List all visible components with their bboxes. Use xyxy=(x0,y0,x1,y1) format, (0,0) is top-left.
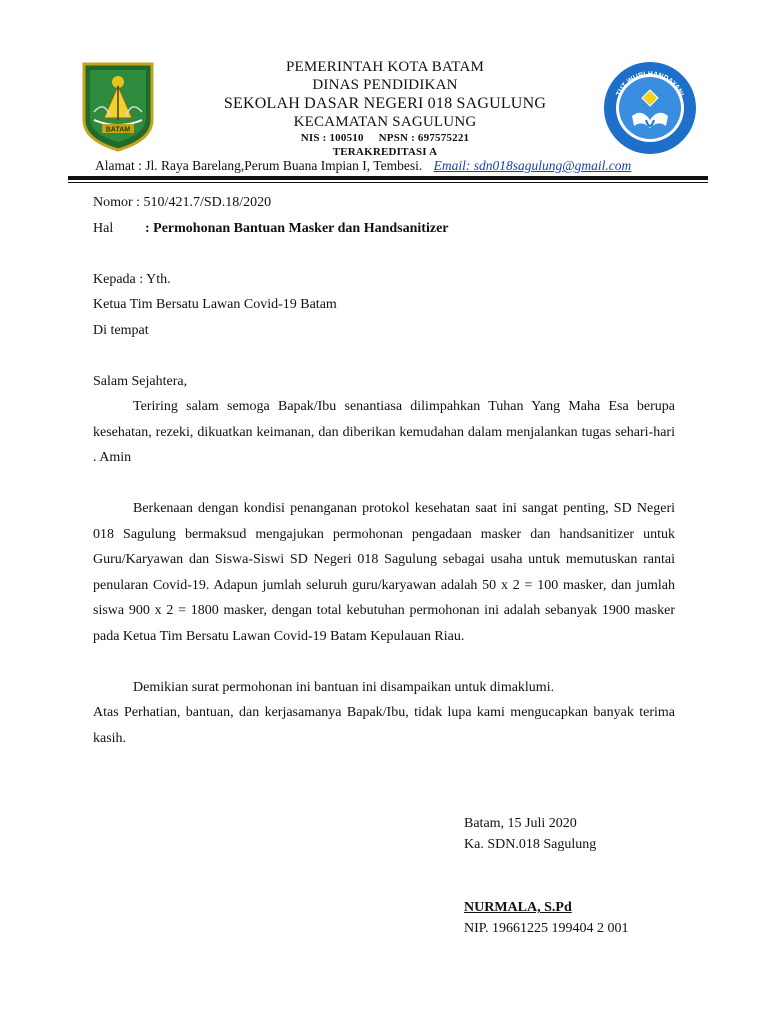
paragraph-thanks: Atas Perhatian, bantuan, dan kerjasamanya Bapak/Ibu, tidak lupa kami mengucapkan banyak terima kasih. xyxy=(93,705,675,746)
tut-wuri-handayani-logo xyxy=(602,60,698,156)
letter-subject xyxy=(93,216,675,242)
subject-value: : Permohonan Bantuan Masker dan Handsanitizer xyxy=(145,220,449,236)
letter-body xyxy=(93,190,675,751)
addressee-intro: Kepada : Yth. xyxy=(93,271,171,287)
letterhead-department: DINAS PENDIDIKAN xyxy=(312,77,458,93)
paragraph-closing: Demikian surat permohonan ini bantuan ini disampaikan untuk dimaklumi. xyxy=(133,679,555,695)
signature-position: Ka. SDN.018 Sagulung xyxy=(464,837,597,852)
address-text: Alamat : Jl. Raya Barelang,Perum Buana Impian I, Tembesi. xyxy=(95,158,423,173)
paragraph-opening: Teriring salam semoga Bapak/Ibu senantiasa dilimpahkan Tuhan Yang Maha Esa berupa kesehatan, rezeki, dikuatkan keimanan, dan diberikan kemudahan dalam menjalankan tugas sehari-hari . Amin xyxy=(93,399,675,465)
letterhead-school-name: SEKOLAH DASAR NEGERI 018 SAGULUNG xyxy=(223,95,547,112)
letter-number: Nomor : 510/421.7/SD.18/2020 xyxy=(93,195,272,210)
svg-text:BATAM: BATAM xyxy=(105,126,131,134)
subject-label: Hal xyxy=(93,220,114,236)
svg-text:TUT WURI HANDAYANI: TUT WURI HANDAYANI xyxy=(615,70,685,98)
letterhead xyxy=(160,58,610,159)
batam-emblem-logo xyxy=(80,60,156,152)
letterhead-address-line xyxy=(95,157,695,174)
letterhead-accreditation: TERAKREDITASI A xyxy=(332,146,438,158)
signature-block xyxy=(464,813,724,939)
letterhead-npsn: NPSN : 697575221 xyxy=(378,132,470,144)
letterhead-government: PEMERINTAH KOTA BATAM xyxy=(285,59,485,75)
signature-place-date: Batam, 15 Juli 2020 xyxy=(464,816,577,831)
addressee-place: Di tempat xyxy=(93,322,149,338)
letterhead-divider-thick xyxy=(68,176,708,180)
letterhead-ids xyxy=(160,131,610,145)
addressee-name: Ketua Tim Bersatu Lawan Covid-19 Batam xyxy=(93,297,337,312)
signatory-name: NURMALA, S.Pd xyxy=(464,900,572,915)
letterhead-district: KECAMATAN SAGULUNG xyxy=(293,114,477,130)
paragraph-request: Berkenaan dengan kondisi penanganan protokol kesehatan saat ini sangat penting, SD Negeri 018 Sagulung bermaksud mengajukan permohonan pengadaan masker dan handsanitizer untuk Guru/Karyawan dan Siswa-Siswi SD Negeri 018 Sagulung sebagai usaha untuk memutuskan rantai penularan Covid-19. Adapun jumlah seluruh guru/karyawan adalah 50 x 2 = 100 masker, dan jumlah siswa 900 x 2 = 1800 masker, dengan total kebutuhan permohonan ini adalah sebanyak 1900 masker pada Ketua Tim Bersatu Lawan Covid-19 Batam Kepulauan Riau. xyxy=(93,501,675,644)
letterhead-nis: NIS : 100510 xyxy=(300,132,364,144)
signatory-nip: NIP. 19661225 199404 2 001 xyxy=(464,921,629,936)
salutation: Salam Sejahtera, xyxy=(93,373,188,389)
email-link[interactable]: Email: sdn018sagulung@gmail.com xyxy=(433,158,632,173)
letterhead-divider-thin xyxy=(68,182,708,183)
